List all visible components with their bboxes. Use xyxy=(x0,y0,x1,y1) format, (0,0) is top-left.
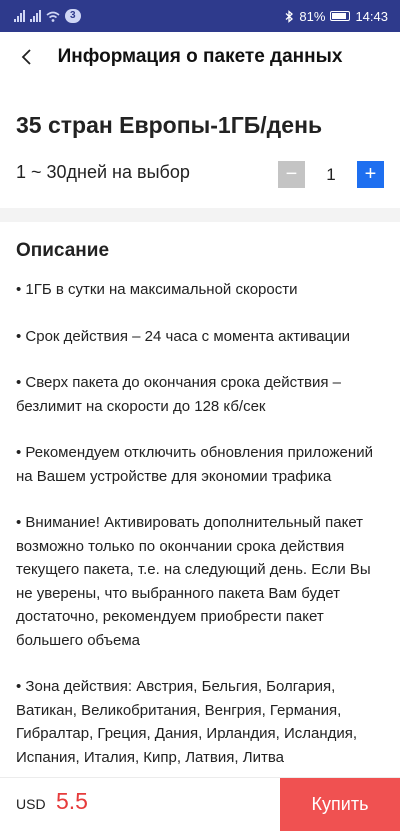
battery-percent: 81% xyxy=(299,8,326,24)
status-right xyxy=(284,9,388,24)
chevron-left-icon xyxy=(20,48,34,66)
page-title: Информация о пакете данных xyxy=(57,46,343,67)
description-item: • Сверх пакета до окончания срока действия – безлимит на скорости до 128 кб/сек xyxy=(16,374,341,415)
quantity-stepper xyxy=(278,161,384,188)
status-left xyxy=(14,9,81,23)
description-item: • Внимание! Активировать дополнительный пакет возможно только по окончании срока действия текущего пакета, т.е. на следующий день. Если Вы не уверены, что выбранного пакета Вам будет достаточно, рекомендуем приобрести пакет большего объема xyxy=(16,514,371,649)
description-list xyxy=(16,278,386,792)
decrement-button[interactable]: − xyxy=(278,161,305,188)
description-heading: Описание xyxy=(16,240,110,261)
days-range-label: 1 ~ 30дней на выбор xyxy=(16,162,190,182)
description-item: • Срок действия – 24 часа с момента активации xyxy=(16,327,350,345)
buy-button[interactable]: Купить xyxy=(280,778,400,831)
increment-button[interactable]: + xyxy=(357,161,384,188)
description-item: • Зона действия: Австрия, Бельгия, Болгария, Ватикан, Великобритания, Венгрия, Германия, Гибралтар, Греция, Дания, Ирландия, Исландия, Испания, Италия, Кипр, Латвия, Литва xyxy=(16,678,358,766)
bluetooth-icon xyxy=(284,10,294,23)
signal-icon xyxy=(14,10,25,22)
package-title: 35 стран Европы-1ГБ/день xyxy=(16,112,323,138)
description-item: • 1ГБ в сутки на максимальной скорости xyxy=(16,281,298,298)
description-item: • Рекомендуем отключить обновления приложений на Вашем устройстве для экономии трафика xyxy=(16,444,373,485)
quantity-value[interactable]: 1 xyxy=(326,165,336,184)
price-value: 5.5 xyxy=(56,788,88,814)
back-button[interactable] xyxy=(12,42,42,72)
top-header xyxy=(0,32,400,82)
clock: 14:43 xyxy=(355,8,388,24)
purchase-bar xyxy=(0,777,400,830)
signal-icon-2 xyxy=(30,10,41,22)
currency-label: USD xyxy=(16,796,46,812)
battery-icon xyxy=(330,11,350,21)
status-bar xyxy=(0,0,400,32)
wifi-icon xyxy=(46,11,60,22)
notification-badge: 3 xyxy=(65,9,81,23)
section-divider xyxy=(0,208,400,222)
